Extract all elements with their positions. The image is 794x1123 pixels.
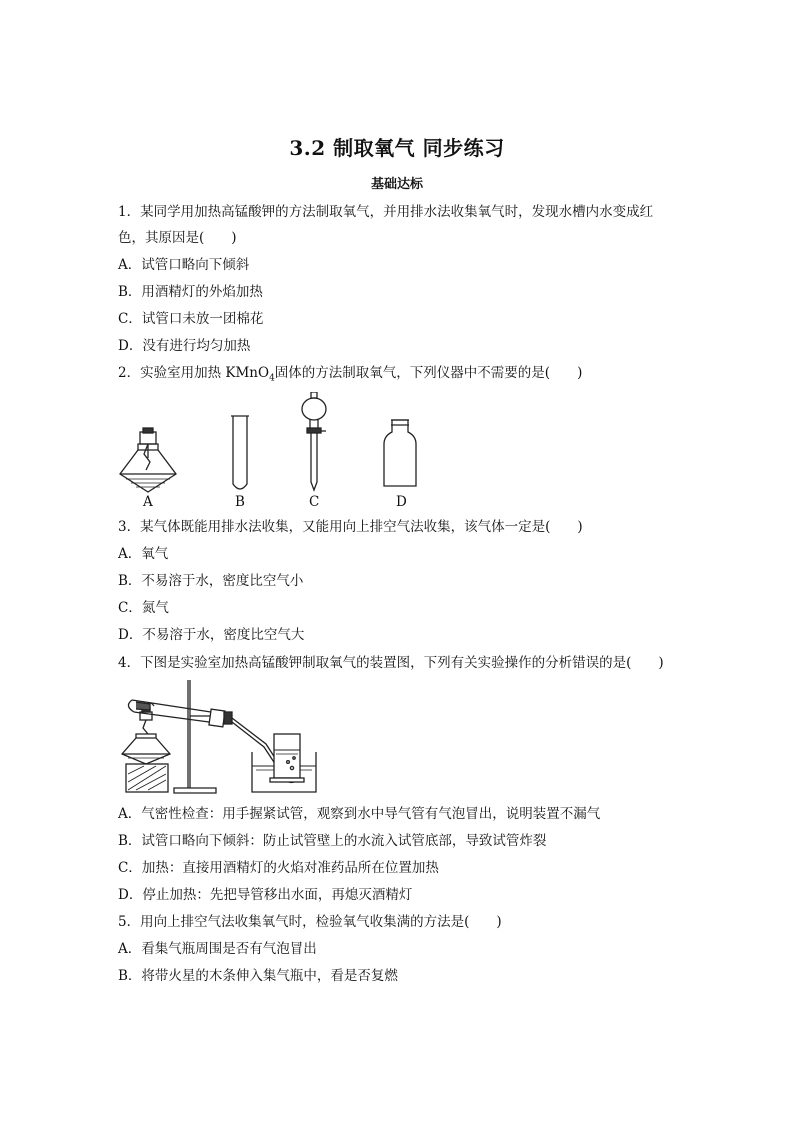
q4-apparatus-figure (116, 680, 326, 798)
q1-stem-line2: 色，其原因是( ) (118, 230, 237, 246)
q2-label-b: B (235, 494, 245, 510)
q5-option-a: A．看集气瓶周围是否有气泡冒出 (118, 941, 317, 957)
q2-stem-prefix: 2．实验室用加热 KMnO (118, 365, 270, 381)
q4-option-c: C．加热：直接用酒精灯的火焰对准药品所在位置加热 (118, 860, 439, 876)
q2-apparatus-figure (114, 392, 434, 500)
q3-option-c: C．氮气 (118, 600, 169, 616)
q1-option-a: A．试管口略向下倾斜 (118, 257, 250, 273)
q2-label-d: D (396, 494, 407, 510)
gas-jar-icon (270, 734, 304, 782)
q3-stem: 3．某气体既能用排水法收集，又能用向上排空气法收集，该气体一定是( ) (118, 519, 583, 535)
q2-stem (118, 364, 582, 388)
q4-option-b: B．试管口略向下倾斜：防止试管壁上的水流入试管底部，导致试管炸裂 (118, 833, 547, 849)
q1-option-d: D．没有进行均匀加热 (118, 338, 251, 354)
q2-stem-suffix: 固体的方法制取氧气，下列仪器中不需要的是( ) (274, 365, 583, 381)
q1-stem-line1: 1．某同学用加热高锰酸钾的方法制取氧气，并用排水法收集氧气时，发现水槽内水变成红 (118, 204, 654, 220)
q3-option-b: B．不易溶于水，密度比空气小 (118, 573, 304, 589)
q4-stem: 4．下图是实验室加热高锰酸钾制取氧气的装置图，下列有关实验操作的分析错误的是( ) (118, 655, 664, 671)
section-heading: 基础达标 (370, 177, 423, 192)
q2-stem-subscript: 4 (269, 373, 275, 384)
separatory-funnel-icon (302, 392, 326, 490)
q4-option-a: A．气密性检查：用手握紧试管，观察到水中导气管有气泡冒出，说明装置不漏气 (118, 806, 601, 822)
iron-stand-icon (174, 680, 216, 793)
q1-option-b: B．用酒精灯的外焰加热 (118, 284, 263, 300)
reagent-bottle-icon (384, 420, 416, 486)
page-title: 3.2 制取氧气 同步练习 (289, 136, 505, 160)
wooden-block-icon (126, 764, 168, 792)
q2-label-a: A (143, 494, 153, 510)
test-tube-icon (231, 416, 249, 489)
q3-option-d: D．不易溶于水，密度比空气大 (118, 627, 305, 643)
alcohol-lamp-icon (120, 428, 176, 492)
q3-option-a: A．氧气 (118, 546, 169, 562)
q4-option-d: D．停止加热：先把导管移出水面，再熄灭酒精灯 (118, 887, 413, 903)
q5-option-b: B．将带火星的木条伸入集气瓶中，看是否复燃 (118, 968, 398, 984)
alcohol-lamp-icon (122, 703, 170, 764)
q1-option-c: C．试管口未放一团棉花 (118, 311, 264, 327)
test-tube-icon (128, 700, 232, 727)
q2-label-c: C (309, 494, 320, 510)
q5-stem: 5．用向上排空气法收集氧气时，检验氧气收集满的方法是( ) (118, 914, 502, 930)
